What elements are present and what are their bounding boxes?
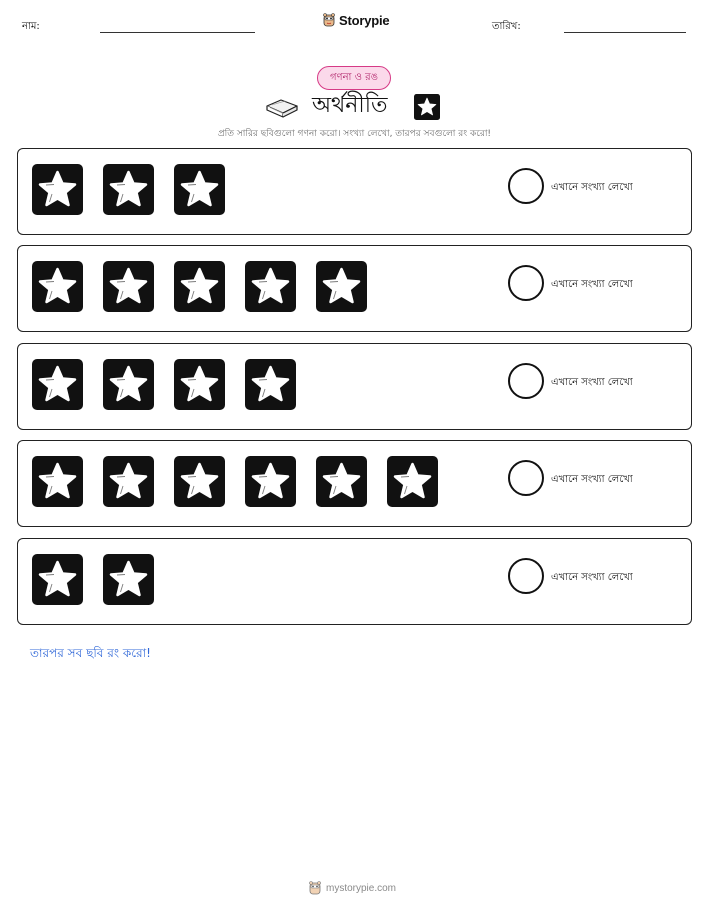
counting-row	[17, 245, 692, 332]
answer-label: এখানে সংখ্যা লেখো	[551, 572, 633, 583]
star-tile-icon[interactable]	[103, 554, 154, 605]
star-tile-icon[interactable]	[316, 456, 367, 507]
counting-row	[17, 148, 692, 235]
brand-name: Storypie	[339, 12, 390, 28]
star-tile-icon[interactable]	[103, 164, 154, 215]
star-badge-icon	[414, 94, 440, 120]
star-tile-icon[interactable]	[32, 359, 83, 410]
counting-row	[17, 440, 692, 527]
star-tile-icon[interactable]	[174, 359, 225, 410]
star-tile-icon[interactable]	[103, 359, 154, 410]
star-tile-icon[interactable]	[316, 261, 367, 312]
worksheet-header	[0, 0, 709, 50]
star-tile-icon[interactable]	[32, 456, 83, 507]
star-tile-icon[interactable]	[103, 261, 154, 312]
star-tile-icon[interactable]	[103, 456, 154, 507]
star-tile-icon[interactable]	[245, 456, 296, 507]
star-tile-icon[interactable]	[245, 261, 296, 312]
page-title: অর্থনীতি	[312, 93, 388, 118]
answer-circle[interactable]	[508, 363, 544, 399]
storypie-mascot-icon	[308, 880, 322, 896]
star-tile-icon[interactable]	[32, 261, 83, 312]
answer-circle[interactable]	[508, 460, 544, 496]
answer-circle[interactable]	[508, 558, 544, 594]
star-tile-icon[interactable]	[32, 554, 83, 605]
star-tile-icon[interactable]	[174, 261, 225, 312]
name-write-line[interactable]	[100, 32, 255, 33]
counting-row	[17, 343, 692, 430]
site-watermark	[308, 880, 396, 896]
site-url: mystorypie.com	[326, 882, 397, 894]
star-tile-icon[interactable]	[32, 164, 83, 215]
answer-label: এখানে সংখ্যা লেখো	[551, 474, 633, 485]
brand-logo	[322, 12, 389, 28]
book-icon	[264, 92, 300, 120]
star-tile-icon[interactable]	[245, 359, 296, 410]
category-badge: গণনা ও রঙ	[317, 66, 391, 90]
date-label: তারিখ:	[492, 21, 521, 32]
date-write-line[interactable]	[564, 32, 686, 33]
star-tile-icon[interactable]	[174, 164, 225, 215]
storypie-mascot-icon	[322, 12, 336, 28]
counting-row	[17, 538, 692, 625]
answer-label: এখানে সংখ্যা লেখো	[551, 279, 633, 290]
answer-circle[interactable]	[508, 168, 544, 204]
instructions-text: প্রতি সারির ছবিগুলো গণনা করো। সংখ্যা লেখো, তারপর সবগুলো রং করো!	[217, 129, 492, 139]
name-label: নাম:	[22, 21, 40, 32]
footer-note: তারপর সব ছবি রং করো!	[30, 646, 151, 660]
answer-label: এখানে সংখ্যা লেখো	[551, 377, 633, 388]
worksheet-title-row	[264, 92, 444, 122]
answer-label: এখানে সংখ্যা লেখো	[551, 182, 633, 193]
answer-circle[interactable]	[508, 265, 544, 301]
star-tile-icon[interactable]	[387, 456, 438, 507]
star-tile-icon[interactable]	[174, 456, 225, 507]
